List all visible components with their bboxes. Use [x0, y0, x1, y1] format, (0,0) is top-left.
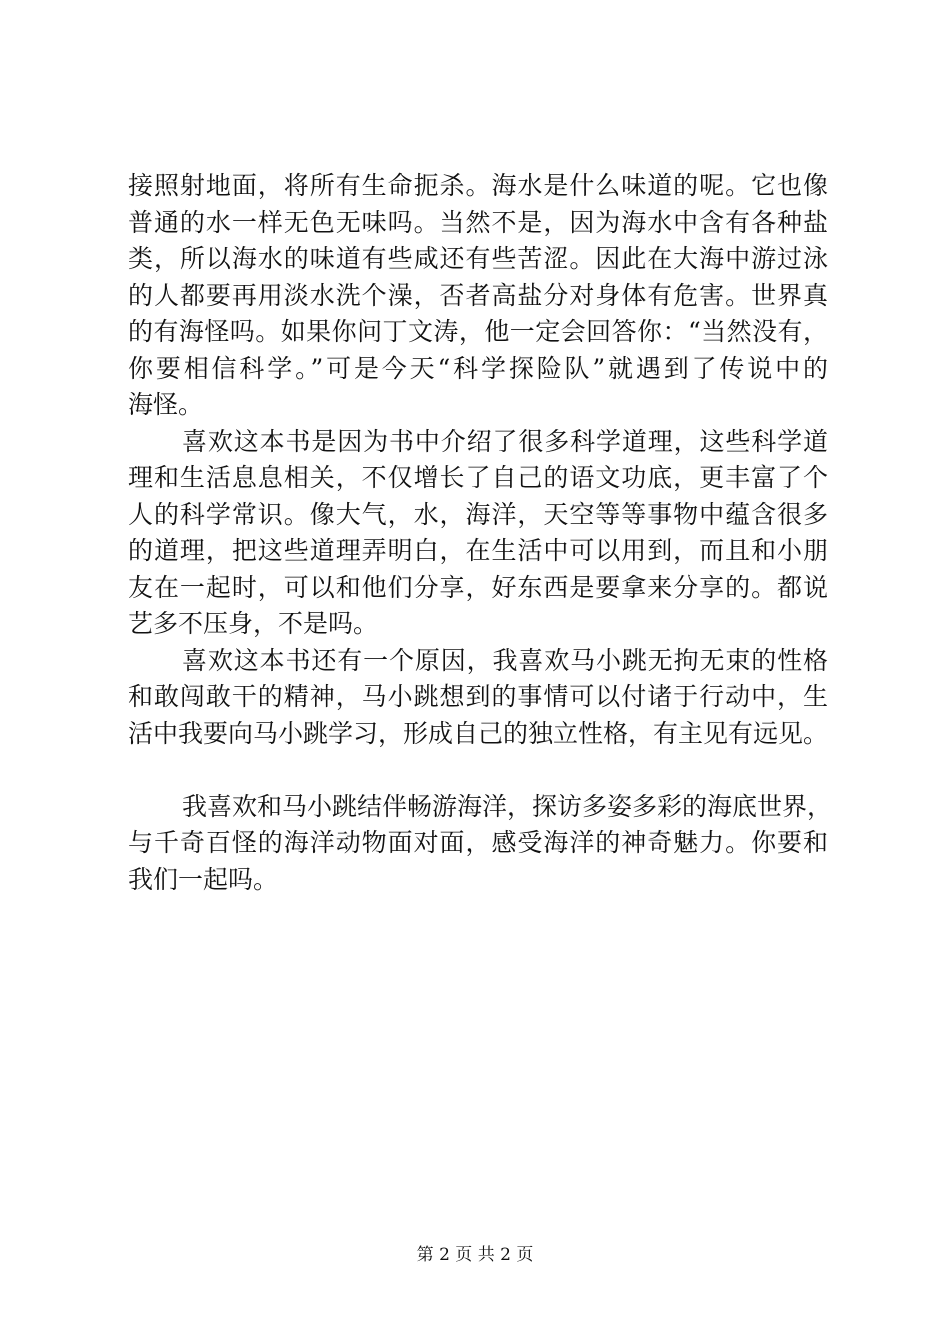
text-line: 和敢闯敢干的精神，马小跳想到的事情可以付诸于行动中，生	[128, 682, 828, 711]
text-line: 的人都要再用淡水洗个澡，否者高盐分对身体有危害。世界真	[128, 280, 828, 310]
text-line: 喜欢这本书是因为书中介绍了很多科学道理，这些科学道	[182, 426, 828, 456]
text-line: 的有海怪吗。如果你问丁文涛，他一定会回答你：“当然没有，	[128, 317, 828, 346]
text-line: 类，所以海水的味道有些咸还有些苦涩。因此在大海中游过泳	[128, 244, 828, 273]
text-line: 海怪。	[128, 390, 204, 419]
text-line: 艺多不压身，不是吗。	[128, 609, 379, 638]
text-line: 人的科学常识。像大气，水，海洋，天空等等事物中蕴含很多	[128, 499, 828, 529]
text-line: 我们一起吗。	[128, 864, 279, 894]
text-line: 理和生活息息相关，不仅增长了自己的语文功底，更丰富了个	[128, 463, 828, 492]
text-line: 的道理，把这些道理弄明白，在生活中可以用到，而且和小朋	[128, 536, 828, 565]
text-line: 我喜欢和马小跳结伴畅游海洋，探访多姿多彩的海底世界，	[182, 791, 833, 821]
text-line: 普通的水一样无色无味吗。当然不是，因为海水中含有各种盐	[128, 207, 828, 237]
document-body	[128, 168, 833, 898]
text-line: 你要相信科学。”可是今天“科学探险队”就遇到了传说中的	[128, 353, 828, 383]
text-line: 活中我要向马小跳学习，形成自己的独立性格，有主见有远见。	[128, 718, 829, 748]
text-line: 喜欢这本书还有一个原因，我喜欢马小跳无拘无束的性格	[182, 645, 828, 675]
text-line: 友在一起时，可以和他们分享，好东西是要拿来分享的。都说	[128, 572, 828, 602]
page-footer: 第 2 页 共 2 页	[416, 1245, 534, 1265]
paragraph-gap	[128, 752, 828, 789]
text-line: 与千奇百怪的海洋动物面对面，感受海洋的神奇魅力。你要和	[128, 828, 828, 857]
text-line: 接照射地面，将所有生命扼杀。海水是什么味道的呢。它也像	[128, 171, 828, 200]
